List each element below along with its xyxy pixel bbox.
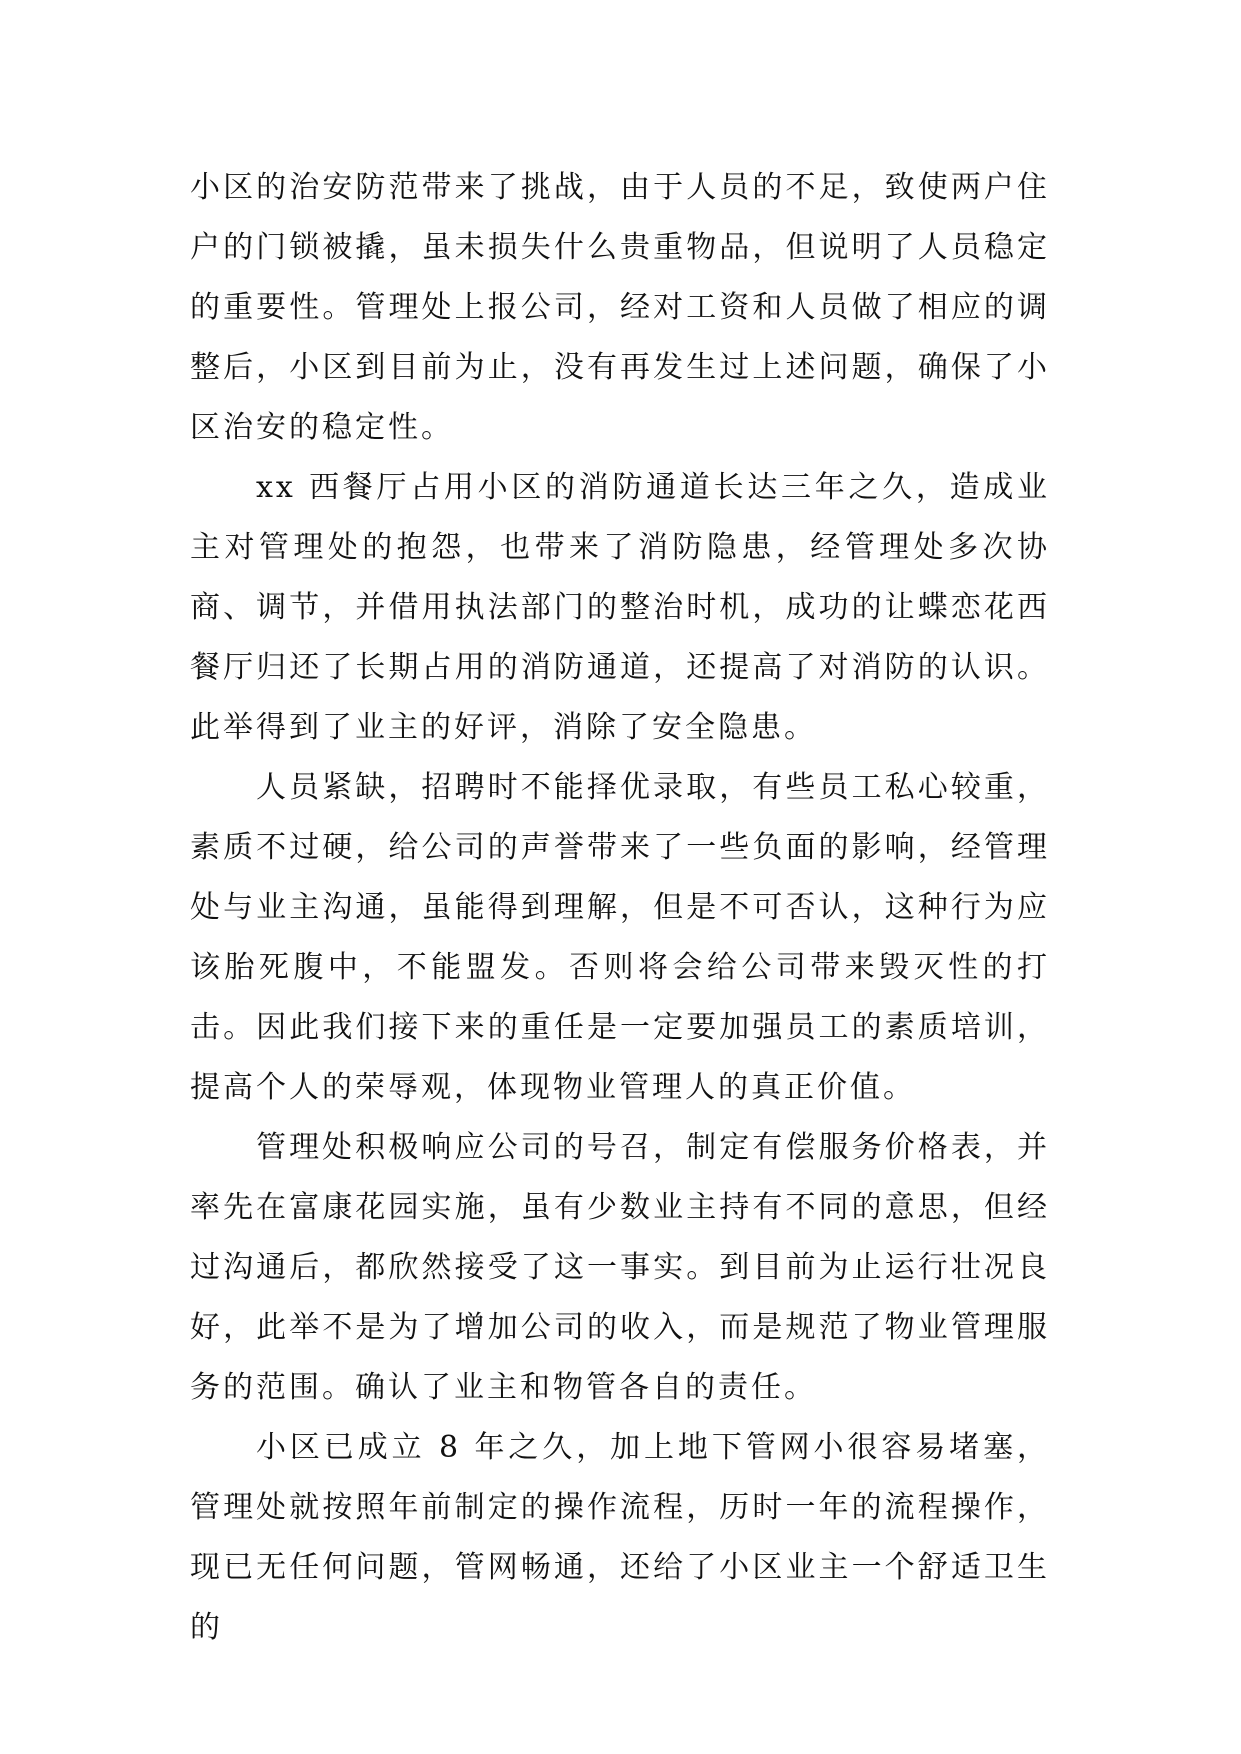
paragraph-security: 小区的治安防范带来了挑战，由于人员的不足，致使两户住户的门锁被撬，虽未损失什么贵重物品，但说明了人员稳定的重要性。管理处上报公司，经对工资和人员做了相应的调整后，小区到目前为止，没有再发生过上述问题，确保了小区治安的稳定性。: [190, 170, 1050, 445]
paragraph-fire-exit: xx 西餐厅占用小区的消防通道长达三年之久，造成业主对管理处的抱怨，也带来了消防隐患，经管理处多次协商、调节，并借用执法部门的整治时机，成功的让蝶恋花西餐厅归还了长期占用的消防通道，还提高了对消防的认识。此举得到了业主的好评，消除了安全隐患。: [190, 470, 1050, 745]
paragraph-staffing: 人员紧缺，招聘时不能择优录取，有些员工私心较重，素质不过硬，给公司的声誉带来了一些负面的影响，经管理处与业主沟通，虽能得到理解，但是不可否认，这种行为应该胎死腹中，不能盟发。否则将会给公司带来毁灭性的打击。因此我们接下来的重任是一定要加强员工的素质培训，提高个人的荣辱观，体现物业管理人的真正价值。: [190, 770, 1050, 1105]
paragraph-pipe-network: 小区已成立 8 年之久，加上地下管网小很容易堵塞，管理处就按照年前制定的操作流程，历时一年的流程操作，现已无任何问题，管网畅通，还给了小区业主一个舒适卫生的: [190, 1430, 1050, 1645]
paragraph-paid-services: 管理处积极响应公司的号召，制定有偿服务价格表，并率先在富康花园实施，虽有少数业主持有不同的意思，但经过沟通后，都欣然接受了这一事实。到目前为止运行壮况良好，此举不是为了增加公司的收入，而是规范了物业管理服务的范围。确认了业主和物管各自的责任。: [190, 1130, 1050, 1405]
document-body: [190, 158, 1050, 1658]
